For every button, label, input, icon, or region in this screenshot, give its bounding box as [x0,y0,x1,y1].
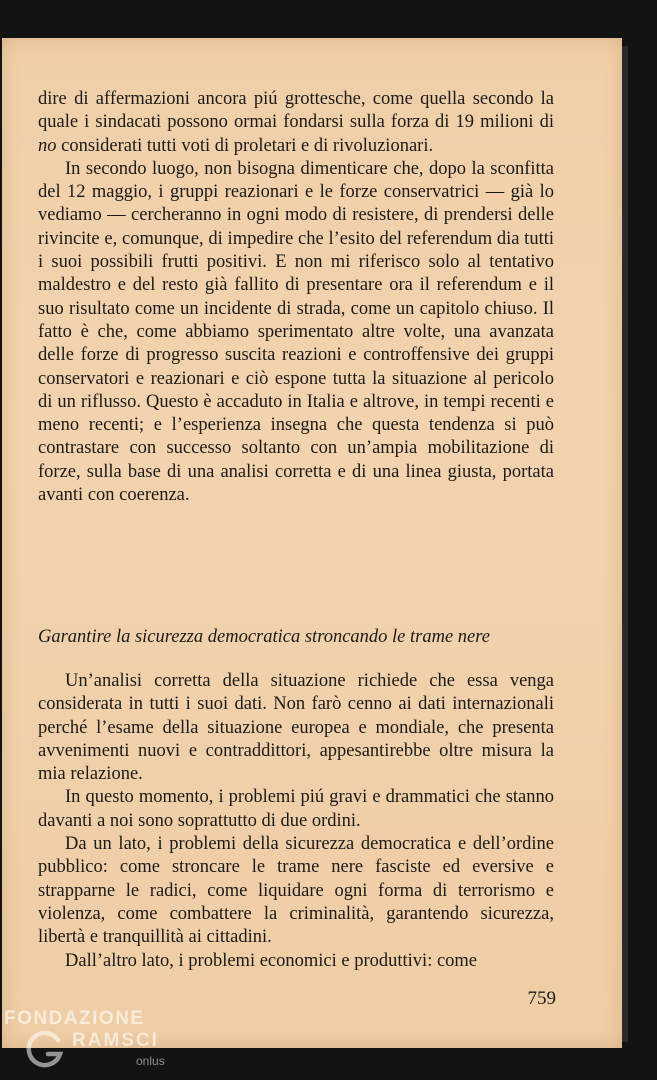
watermark-line2: RAMSCI [72,1030,159,1051]
paragraph-1-italic: no [38,135,57,156]
paragraph-1-text: dire di affermazioni ancora piú grottesche, come quella secondo la quale i sindacati possono ormai fondarsi sulla forza di 19 milioni di [38,89,554,133]
body-text-top [38,88,554,507]
paragraph-4: In questo momento, i problemi piú gravi e drammatici che stanno davanti a noi sono soprattutto di due ordini. [38,787,554,831]
paragraph-1-end: considerati tutti voti di proletari e di rivoluzionari. [56,135,434,156]
body-text-bottom [38,670,554,973]
paragraph-6: Dall’altro lato, i problemi economici e produttivi: come [65,950,478,971]
paragraph-5: Da un lato, i problemi della sicurezza democratica e dell’ordine pubblico: come stroncare le trame nere fasciste ed eversive e strapparne le radici, come liquidare ogni forma di terrorismo e violenza, come combattere la criminalità, garantendo sicurezza, libertà e tranquillità ai cittadini. [38,834,554,948]
paragraph-3: Un’analisi corretta della situazione richiede che essa venga considerata in tutti i suoi dati. Non farò cenno ai dati internazionali perché l’esame della situazione europea e mondiale, che presenta avvenimenti nuovi e contraddittori, appesantirebbe oltre misura la mia relazione. [38,671,554,785]
paragraph-2: In secondo luogo, non bisogna dimenticare che, dopo la sconfitta del 12 maggio, i gruppi reazionari e le forze conservatrici — già lo vediamo — cercheranno in ogni modo di resistere, di prendersi delle rivincite e, comunque, di impedire che l’esito del referendum dia tutti i suoi possibili frutti positivi. E non mi riferisco solo al tentativo maldestro e del resto già fallito di presentare ora il referendum e il suo risultato come un incidente di strada, come un capitolo chiuso. Il fatto è che, come abbiamo sperimentato altre volte, una avanzata delle forze di progresso suscita reazioni e controffensive dei gruppi conservatori e reazionari e ciò espone tutta la situazione al pericolo di un riflusso. Questo è accaduto in Italia e altrove, in tempi recenti e meno recenti; e l’esperienza insegna che questa tendenza si può contrastare con successo soltanto con un’ampia mobilitazione di forze, sulla base di una analisi corretta e di una linea giusta, portata avanti con coerenza. [38,158,554,506]
watermark-line3: onlus [136,1054,165,1068]
watermark-line1: FONDAZIONE [4,1008,145,1029]
section-heading: Garantire la sicurezza democratica stroncando le trame nere [38,627,490,647]
page-edge [622,46,628,1042]
page-number: 759 [527,988,556,1009]
paragraph-1 [38,88,554,158]
